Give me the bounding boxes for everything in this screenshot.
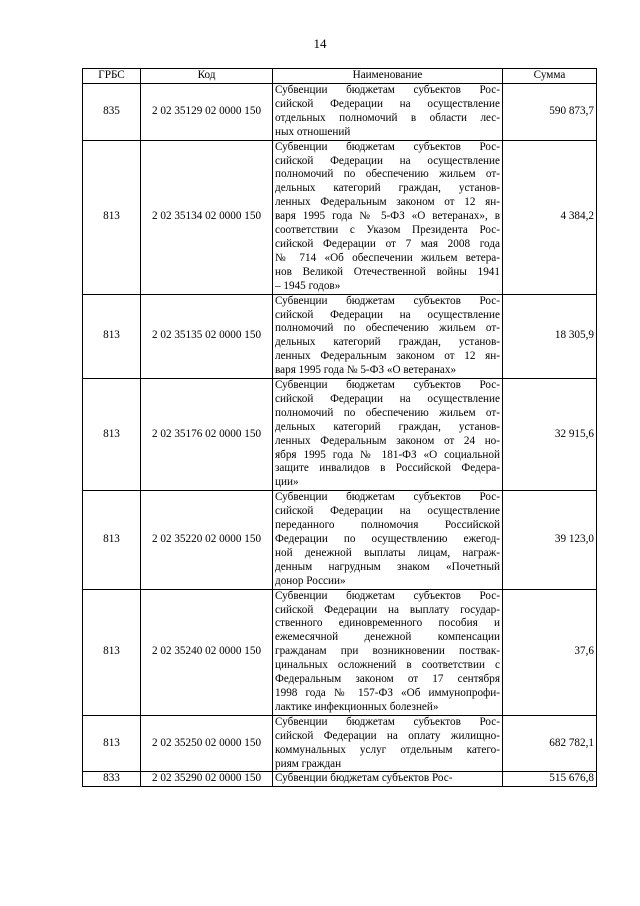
name-line: ября 1995 года № 181-ФЗ «О социальной — [275, 448, 500, 461]
cell-grbs: 813 — [83, 589, 141, 715]
cell-name — [273, 294, 503, 378]
table-row — [83, 772, 597, 787]
name-line: ции» — [275, 476, 299, 489]
header-code: Код — [141, 69, 273, 84]
name-line: полномочий по обеспечению жильем от- — [275, 322, 500, 335]
cell-amount: 39 123,0 — [503, 491, 597, 589]
cell-grbs: 813 — [83, 379, 141, 491]
name-line: сийской Федерации на выплату государ- — [275, 603, 500, 616]
name-line: Субвенции бюджетам субъектов Рос- — [275, 140, 500, 153]
cell-name — [273, 715, 503, 772]
cell-amount: 4 384,2 — [503, 140, 597, 294]
name-line: денным нагрудным знаком «Почетный — [275, 560, 500, 573]
name-line: Субвенции бюджетам субъектов Рос- — [275, 84, 500, 96]
name-line: ленных Федеральным законом от 12 ян- — [275, 350, 500, 363]
cell-amount: 18 305,9 — [503, 294, 597, 378]
name-line: № 714 «Об обеспечении жильем ветера- — [275, 251, 500, 264]
name-line: 1998 года № 157-ФЗ «Об иммунопрофи- — [275, 686, 500, 699]
name-line: ежемесячной денежной компенсации — [275, 631, 500, 644]
name-line: ственного единовременного пособия и — [275, 617, 500, 630]
table-row — [83, 715, 597, 772]
name-line: Субвенции бюджетам субъектов Рос- — [275, 491, 500, 504]
name-line: соответствии с Указом Президента Рос- — [275, 224, 500, 237]
cell-grbs: 813 — [83, 715, 141, 772]
name-line: отдельных полномочий в области лес- — [275, 111, 500, 124]
name-line: гражданам при возникновении поствак- — [275, 645, 500, 658]
name-line: защите инвалидов в Российской Федера- — [275, 462, 500, 475]
name-line: сийской Федерации от 7 мая 2008 года — [275, 237, 500, 250]
cell-amount: 590 873,7 — [503, 84, 597, 141]
name-line: донор России» — [275, 574, 346, 587]
name-line: лактике инфекционных болезней» — [275, 700, 439, 713]
cell-grbs: 813 — [83, 294, 141, 378]
name-line: варя 1995 года № 5-ФЗ «О ветеранах», в — [275, 210, 500, 223]
name-line: Федерации по осуществлению ежегод- — [275, 533, 500, 545]
name-line: ной денежной выплаты лицам, награж- — [275, 546, 500, 559]
name-line: полномочий по обеспечению жильем от- — [275, 406, 500, 419]
cell-code: 2 02 35220 02 0000 150 — [141, 491, 273, 589]
header-name: Наименование — [273, 69, 503, 84]
cell-amount: 37,6 — [503, 589, 597, 715]
cell-grbs: 813 — [83, 491, 141, 589]
name-line: полномочий по обеспечению жильем от- — [275, 168, 500, 181]
cell-code: 2 02 35176 02 0000 150 — [141, 379, 273, 491]
cell-name — [273, 491, 503, 589]
table-row — [83, 379, 597, 491]
name-line: цинальных осложнений в соответствии с — [275, 659, 500, 672]
cell-grbs: 813 — [83, 140, 141, 294]
cell-grbs: 835 — [83, 84, 141, 141]
name-line: дельных категорий граждан, установ- — [275, 420, 500, 433]
name-line: Субвенции бюджетам субъектов Рос- — [275, 379, 500, 392]
table-row — [83, 84, 597, 141]
cell-name — [273, 589, 503, 715]
table-body — [83, 84, 597, 787]
name-line: варя 1995 года № 5-ФЗ «О ветеранах» — [275, 364, 457, 377]
name-line: дельных категорий граждан, установ- — [275, 182, 500, 195]
cell-code: 2 02 35135 02 0000 150 — [141, 294, 273, 378]
cell-code: 2 02 35250 02 0000 150 — [141, 715, 273, 772]
name-line: коммунальных услуг отдельным катего- — [275, 743, 500, 756]
cell-code: 2 02 35290 02 0000 150 — [141, 772, 273, 787]
header-amount: Сумма — [503, 69, 597, 84]
name-line: Субвенции бюджетам субъектов Рос- — [275, 589, 500, 602]
name-line: ных отношений — [275, 125, 351, 138]
name-line: переданного полномочия Российской — [275, 519, 500, 532]
name-line: сийской Федерации на осуществление — [275, 308, 500, 321]
name-line: нов Великой Отечественной войны 1941 — [275, 265, 500, 278]
table-row — [83, 491, 597, 589]
cell-name — [273, 140, 503, 294]
name-line: – 1945 годов» — [275, 279, 341, 292]
name-line: дельных категорий граждан, установ- — [275, 336, 500, 349]
name-line: сийской Федерации на осуществление — [275, 97, 500, 110]
name-line: сийской Федерации на осуществление — [275, 505, 500, 518]
name-line: ленных Федеральным законом от 12 ян- — [275, 196, 500, 209]
table-row — [83, 140, 597, 294]
cell-name — [273, 772, 503, 787]
cell-grbs: 833 — [83, 772, 141, 787]
cell-name — [273, 84, 503, 141]
name-line: ленных Федеральным законом от 24 но- — [275, 434, 500, 447]
budget-table — [82, 68, 597, 787]
table-row — [83, 589, 597, 715]
name-line: сийской Федерации на осуществление — [275, 392, 500, 405]
name-line: Субвенции бюджетам субъектов Рос- — [275, 772, 453, 785]
name-line: риям граждан — [275, 757, 342, 770]
name-line: сийской Федерации на осуществление — [275, 154, 500, 167]
name-line: Субвенции бюджетам субъектов Рос- — [275, 715, 500, 728]
header-grbs: ГРБС — [83, 69, 141, 84]
cell-code: 2 02 35134 02 0000 150 — [141, 140, 273, 294]
name-line: сийской Федерации на оплату жилищно- — [275, 729, 500, 742]
cell-amount: 682 782,1 — [503, 715, 597, 772]
name-line: Субвенции бюджетам субъектов Рос- — [275, 294, 500, 307]
name-line: Федеральным законом от 17 сентября — [275, 673, 500, 686]
cell-name — [273, 379, 503, 491]
cell-code: 2 02 35129 02 0000 150 — [141, 84, 273, 141]
table-header-row — [83, 69, 597, 84]
table-row — [83, 294, 597, 378]
page-number: 14 — [313, 36, 327, 51]
cell-amount: 515 676,8 — [503, 772, 597, 787]
cell-amount: 32 915,6 — [503, 379, 597, 491]
cell-code: 2 02 35240 02 0000 150 — [141, 589, 273, 715]
